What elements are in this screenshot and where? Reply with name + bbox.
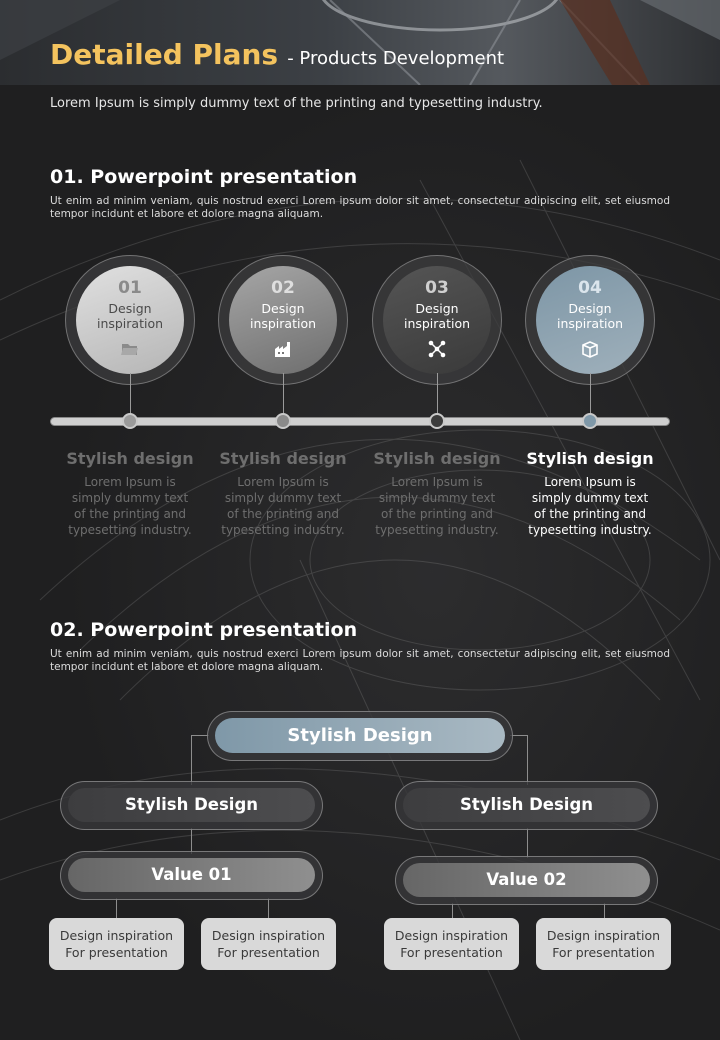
timeline-bar — [50, 417, 670, 426]
connector-leaf-4 — [604, 903, 605, 918]
step-3-label-line1: Design — [415, 301, 459, 316]
step-2-disk — [229, 266, 337, 374]
step-2-dot — [275, 413, 291, 429]
factory-icon — [273, 339, 293, 359]
page-title — [50, 38, 504, 71]
section2-text: Ut enim ad minim veniam, quis nostrud exerci Lorem ipsum dolor sit amet, consectetur adipiscing elit, set eiusmod tempor incidunt et labore et dolore magna aliquam. — [50, 648, 670, 673]
section1-title: 01. Powerpoint presentation — [50, 166, 358, 188]
leaf-4 — [536, 918, 671, 970]
step-1-label-line2: inspiration — [96, 316, 164, 331]
step-4 — [525, 255, 655, 385]
step-2-label-line1: Design — [261, 301, 305, 316]
leaf-2-line2: For presentation — [217, 945, 320, 960]
leaf-3-line1: Design inspiration — [394, 928, 509, 943]
step-3-stem — [437, 373, 438, 415]
step-1-title: Stylish design — [66, 449, 194, 468]
step-3-disk — [383, 266, 491, 374]
leaf-2-line1: Design inspiration — [211, 928, 326, 943]
connector-leaf-2 — [268, 898, 269, 918]
step-2-stem — [283, 373, 284, 415]
step-4-disk — [536, 266, 644, 374]
leaf-2 — [201, 918, 336, 970]
step-3-text: Lorem Ipsum is simply dummy text of the printing and typesetting industry. — [375, 475, 499, 537]
leaf-1-line2: For presentation — [65, 945, 168, 960]
root-node: Stylish Design — [215, 718, 505, 753]
step-4-number: 04 — [578, 278, 602, 298]
folder-icon — [120, 339, 140, 359]
step-3-title: Stylish design — [373, 449, 501, 468]
step-1-dot — [122, 413, 138, 429]
step-2-number: 02 — [271, 278, 295, 298]
step-2-title: Stylish design — [219, 449, 347, 468]
step-1-text: Lorem Ipsum is simply dummy text of the printing and typesetting industry. — [68, 475, 192, 537]
step-2-text: Lorem Ipsum is simply dummy text of the printing and typesetting industry. — [221, 475, 345, 537]
leaf-1-line1: Design inspiration — [59, 928, 174, 943]
step-4-title: Stylish design — [526, 449, 654, 468]
connector-leaf-3 — [452, 903, 453, 918]
box-icon — [580, 339, 600, 359]
title-subtitle: - Products Development — [287, 48, 505, 69]
connector-right-value — [527, 828, 528, 858]
step-2-label-line2: inspiration — [249, 316, 317, 331]
connector-leaf-1 — [116, 898, 117, 918]
step-4-label-line1: Design — [568, 301, 612, 316]
step-3-dot — [429, 413, 445, 429]
header-banner — [0, 0, 720, 85]
left-branch-node: Stylish Design — [68, 788, 315, 822]
step-3-number: 03 — [425, 278, 449, 298]
leaf-3 — [384, 918, 519, 970]
step-1-label-line1: Design — [108, 301, 152, 316]
section2-title: 02. Powerpoint presentation — [50, 619, 358, 641]
step-4-dot — [582, 413, 598, 429]
leaf-4-line1: Design inspiration — [546, 928, 661, 943]
connector-root-right — [527, 735, 528, 785]
step-1-number: 01 — [118, 278, 142, 298]
step-1-stem — [130, 373, 131, 415]
title-main: Detailed Plans — [50, 38, 279, 71]
intro-text: Lorem Ipsum is simply dummy text of the printing and typesetting industry. — [50, 96, 543, 111]
step-1 — [65, 255, 195, 385]
step-1-disk — [76, 266, 184, 374]
leaf-1 — [49, 918, 184, 970]
connector-root-left — [191, 735, 192, 785]
right-branch-node: Stylish Design — [403, 788, 650, 822]
step-4-text: Lorem Ipsum is simply dummy text of the printing and typesetting industry. — [528, 475, 652, 537]
value-01-node: Value 01 — [68, 858, 315, 892]
step-4-label-line2: inspiration — [556, 316, 624, 331]
value-02-node: Value 02 — [403, 863, 650, 897]
step-2 — [218, 255, 348, 385]
leaf-4-line2: For presentation — [552, 945, 655, 960]
section1-text: Ut enim ad minim veniam, quis nostrud exerci Lorem ipsum dolor sit amet, consectetur adipiscing elit, set eiusmod tempor incidunt et labore et dolore magna aliquam. — [50, 195, 670, 220]
step-3-label-line2: inspiration — [403, 316, 471, 331]
step-4-stem — [590, 373, 591, 415]
step-3 — [372, 255, 502, 385]
network-icon — [427, 339, 447, 359]
leaf-3-line2: For presentation — [400, 945, 503, 960]
